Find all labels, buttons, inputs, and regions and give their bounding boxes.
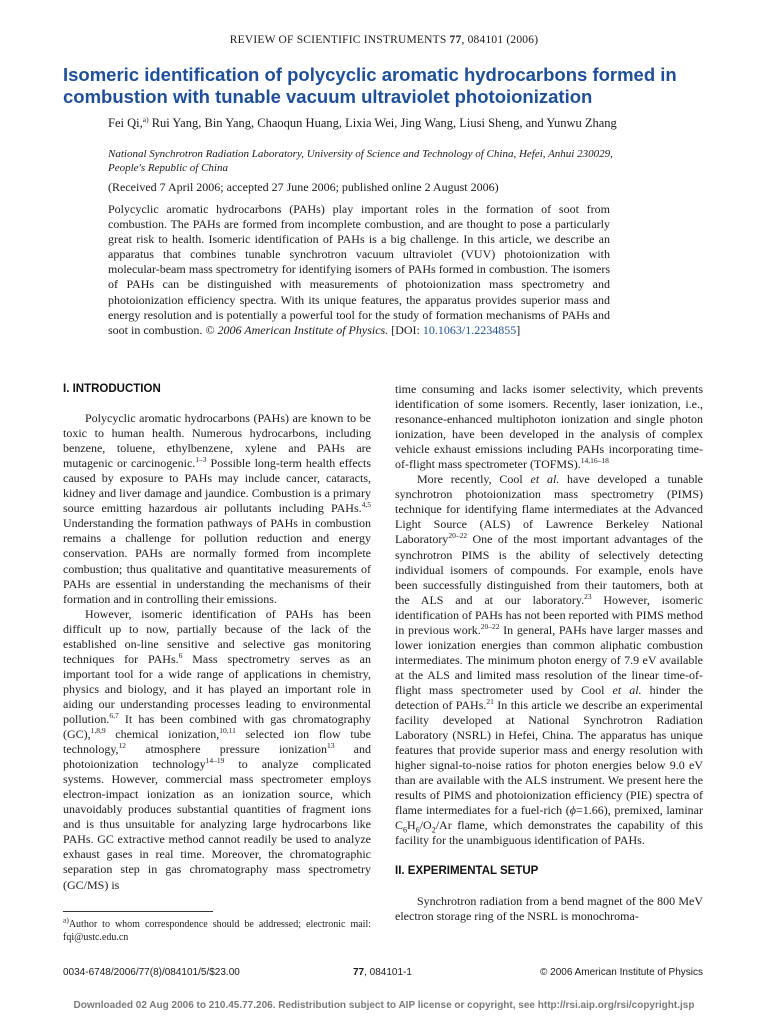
- text-italic: et al.: [612, 682, 642, 697]
- text-run: It has been combined with gas chromatography (GC),: [63, 711, 371, 742]
- footer-code: 0034-6748/2006/77(8)/084101/5/$23.00: [63, 967, 240, 978]
- text-run: One of the most important advantages of the synchrotron PIMS is the ability of selectively detecting individual isomers of compounds. For example, enols have been successfully distinguished from their tautomers, both at the ALS and at our laboratory.: [395, 532, 703, 607]
- text-run: However, isomeric identification of PAHs has been difficult up to now, partially because of the lack of the established on-line sensitive and selective gas monitoring techniques for PAHs.: [63, 606, 371, 666]
- footer-page: , 084101-1: [364, 967, 412, 978]
- intro-paragraph-1: [63, 411, 371, 607]
- text-run: Understanding the formation pathways of PAHs in combustion remains a challenge for pollution reduction and energy conservation. PAHs are normally formed from incomplete combustion; thus qualitative and quantitative measurements of PAHs are essential in understanding the mechanisms of their formation and in controlling their emissions.: [63, 516, 371, 606]
- text-run: Possible long-term health effects caused by exposure to PAHs may include cancer, cataracts, kidney and liver damage and jaundice. Combustion is a primary source emitting hazardous air pollutants including PAHs.: [63, 456, 371, 516]
- text-run: /O: [419, 818, 432, 833]
- doi-suffix: ]: [516, 322, 521, 337]
- left-column: [63, 382, 371, 893]
- journal-article-year: , 084101 (2006): [461, 34, 539, 46]
- author-list: [108, 116, 628, 131]
- citation-ref[interactable]: 6: [178, 650, 183, 660]
- section-heading-experimental-setup: II. EXPERIMENTAL SETUP: [395, 865, 539, 878]
- setup-paragraph-1: Synchrotron radiation from a bend magnet of the 800 MeV electron storage ring of the NSRL is monochroma-: [395, 893, 703, 923]
- intro-paragraph-2: [63, 607, 371, 893]
- intro-paragraph-2-continued: [395, 382, 703, 472]
- author-footnote-mark[interactable]: a): [142, 114, 149, 124]
- citation-ref[interactable]: 1–3: [195, 455, 207, 465]
- abstract-copyright: © 2006 American Institute of Physics.: [202, 322, 389, 337]
- subscript: 2: [431, 825, 436, 835]
- citation-ref[interactable]: 23: [584, 591, 592, 601]
- paper-title: Isomeric identification of polycyclic aromatic hydrocarbons formed in combustion with tunable vacuum ultraviolet photoionization: [63, 64, 677, 107]
- affiliation: National Synchrotron Radiation Laboratory, University of Science and Technology of China, Hefei, Anhui 230029, People's Republic of China: [108, 148, 613, 174]
- footnote-mark: a): [63, 915, 69, 925]
- text-run: and photoionization technology: [63, 742, 371, 772]
- text-run: atmosphere pressure ionization: [126, 742, 327, 757]
- text-run: In this article we describe an experimental facility developed at National Synchrotron Radiation Laboratory (NSRL) in Hefei, China. The apparatus has unique features that provide superior mass and energy resolution with higher signal-to-noise ratios for photon energies below 9.0 eV than are available with the ALS instrument. We present here the results of PIMS and photoionization efficiency (PIE) spectra of flame intermediates for a fuel-rich (: [395, 697, 703, 818]
- citation-ref[interactable]: 4,5: [361, 500, 371, 510]
- text-run: to analyze complicated systems. However, commercial mass spectrometer employs electron-impact ionization as an ionization source, which unavoidably produces substantial quantities of fragment ions and is thus unsuitable for analyzing large hydrocarbons like PAHs. GC extractive method cannot readily be used to analyze exhaust gases in real time. Moreover, the chromatographic separation step in gas chromatography mass spectrometry (GC/MS) is: [63, 757, 371, 892]
- download-notice[interactable]: Downloaded 02 Aug 2006 to 210.45.77.206. Redistribution subject to AIP license or copyright, see http://rsi.aip.org/rsi/copyright.jsp: [73, 1000, 695, 1011]
- received-dates: (Received 7 April 2006; accepted 27 June 2006; published online 2 August 2006): [108, 180, 499, 194]
- author-rest: Rui Yang, Bin Yang, Chaoqun Huang, Lixia Wei, Jing Wang, Liusi Sheng, and Yunwu Zhang: [148, 116, 617, 130]
- footer-volume: 77: [353, 967, 365, 978]
- page-footer: [63, 967, 703, 981]
- phi-symbol: ϕ: [569, 803, 576, 818]
- abstract-text: Polycyclic aromatic hydrocarbons (PAHs) play important roles in the formation of soot from combustion. The PAHs are formed from incomplete combustion, and are thought to pose a particularly great risk to health. Isomeric identification of PAHs is a big challenge. In this article, we describe an apparatus that combines tunable synchrotron vacuum ultraviolet (VUV) photoionization with molecular-beam mass spectrometry for identifying isomers of PAHs formed in combustion. The isomers of PAHs can be distinguished with measurements of photoionization mass spectrometry and photoionization efficiency spectra. With its unique features, the apparatus provides superior mass and energy resolution and is potentially a powerful tool for the study of formation mechanisms of PAHs and soot in combustion.: [108, 202, 610, 337]
- citation-ref[interactable]: 20–22: [480, 621, 500, 631]
- text-run: H: [407, 818, 416, 833]
- text-run: Mass spectrometry serves as an important tool for a wide range of applications in chemistry, physics and biology, and it has played an important role in aiding our understanding processes leading to environmental pollution.: [63, 651, 371, 726]
- subscript: 6: [415, 825, 420, 835]
- citation-ref[interactable]: 6,7: [109, 710, 119, 720]
- citation-ref[interactable]: 14–19: [205, 756, 225, 766]
- doi-prefix: [DOI:: [388, 322, 423, 337]
- footer-copyright: © 2006 American Institute of Physics: [539, 967, 703, 978]
- footnote-divider: [63, 911, 213, 912]
- citation-ref[interactable]: 10,11: [219, 726, 236, 736]
- text-run: time consuming and lacks isomer selectivity, which prevents identification of some isomers. Recently, laser ionization, i.e., resonance-enhanced multiphoton ionization and single photon ionization, have been developed in the analysis of complex vehicle exhaust emissions including PAHs incorporating time-of-flight mass spectrometer (TOFMS).: [395, 382, 703, 472]
- text-run: =1.66), premixed, laminar C: [395, 803, 703, 833]
- intro-paragraph-3: [395, 472, 703, 848]
- text-run: More recently, Cool: [417, 472, 531, 487]
- right-column: [395, 382, 703, 924]
- citation-ref[interactable]: 12: [118, 741, 127, 751]
- citation-ref[interactable]: 20–22: [448, 531, 468, 541]
- journal-name: REVIEW OF SCIENTIFIC INSTRUMENTS: [229, 34, 447, 46]
- footer-page-number: [353, 967, 412, 978]
- citation-ref[interactable]: 21: [486, 696, 494, 706]
- citation-ref[interactable]: 14,16–18: [580, 456, 609, 466]
- author-first: Fei Qi,: [108, 116, 143, 130]
- text-run: have developed a tunable synchrotron photoionization mass spectrometry (PIMS) technique for identifying flame intermediates at the Advanced Light Source (ALS) of Lawrence Berkeley National Laboratory: [395, 472, 703, 547]
- text-run: However, isomeric identification of PAHs has not been reported with PIMS method in previous work.: [395, 592, 703, 637]
- text-run: chemical ionization,: [105, 727, 220, 742]
- text-run: selected ion flow tube technology,: [63, 727, 371, 757]
- text-run: hinder the detection of PAHs.: [395, 682, 703, 712]
- text-run: Polycyclic aromatic hydrocarbons (PAHs) are known to be toxic to human health. Numerous hydrocarbons, including benzene, toluene, ethylbenzene, xylene and PAHs are mutagenic or carcinogenic.: [63, 411, 371, 471]
- footnote-text: Author to whom correspondence should be addressed; electronic mail: fqi@ustc.edu.cn: [63, 919, 371, 943]
- text-run: /Ar flame, which demonstrates the capability of this facility for the unambiguous identification of PAHs.: [395, 818, 703, 848]
- section-heading-introduction: I. INTRODUCTION: [63, 383, 161, 395]
- doi-link[interactable]: 10.1063/1.2234855: [422, 322, 517, 337]
- text-italic: et al.: [530, 472, 560, 487]
- citation-ref[interactable]: 1,8,9: [90, 726, 106, 736]
- citation-ref[interactable]: 13: [326, 741, 335, 751]
- text-run: In general, PAHs have larger masses and lower ionization energies than common aliphatic combustion intermediates. The minimum photon energy of 7.9 eV available at the ALS and limited mass resolution of the linear time-of-flight mass spectrometer used by Cool: [395, 622, 703, 697]
- footnote: [63, 915, 371, 944]
- journal-header: [0, 34, 768, 46]
- abstract: [108, 202, 610, 338]
- subscript: 6: [403, 825, 408, 835]
- journal-volume: 77: [449, 34, 462, 46]
